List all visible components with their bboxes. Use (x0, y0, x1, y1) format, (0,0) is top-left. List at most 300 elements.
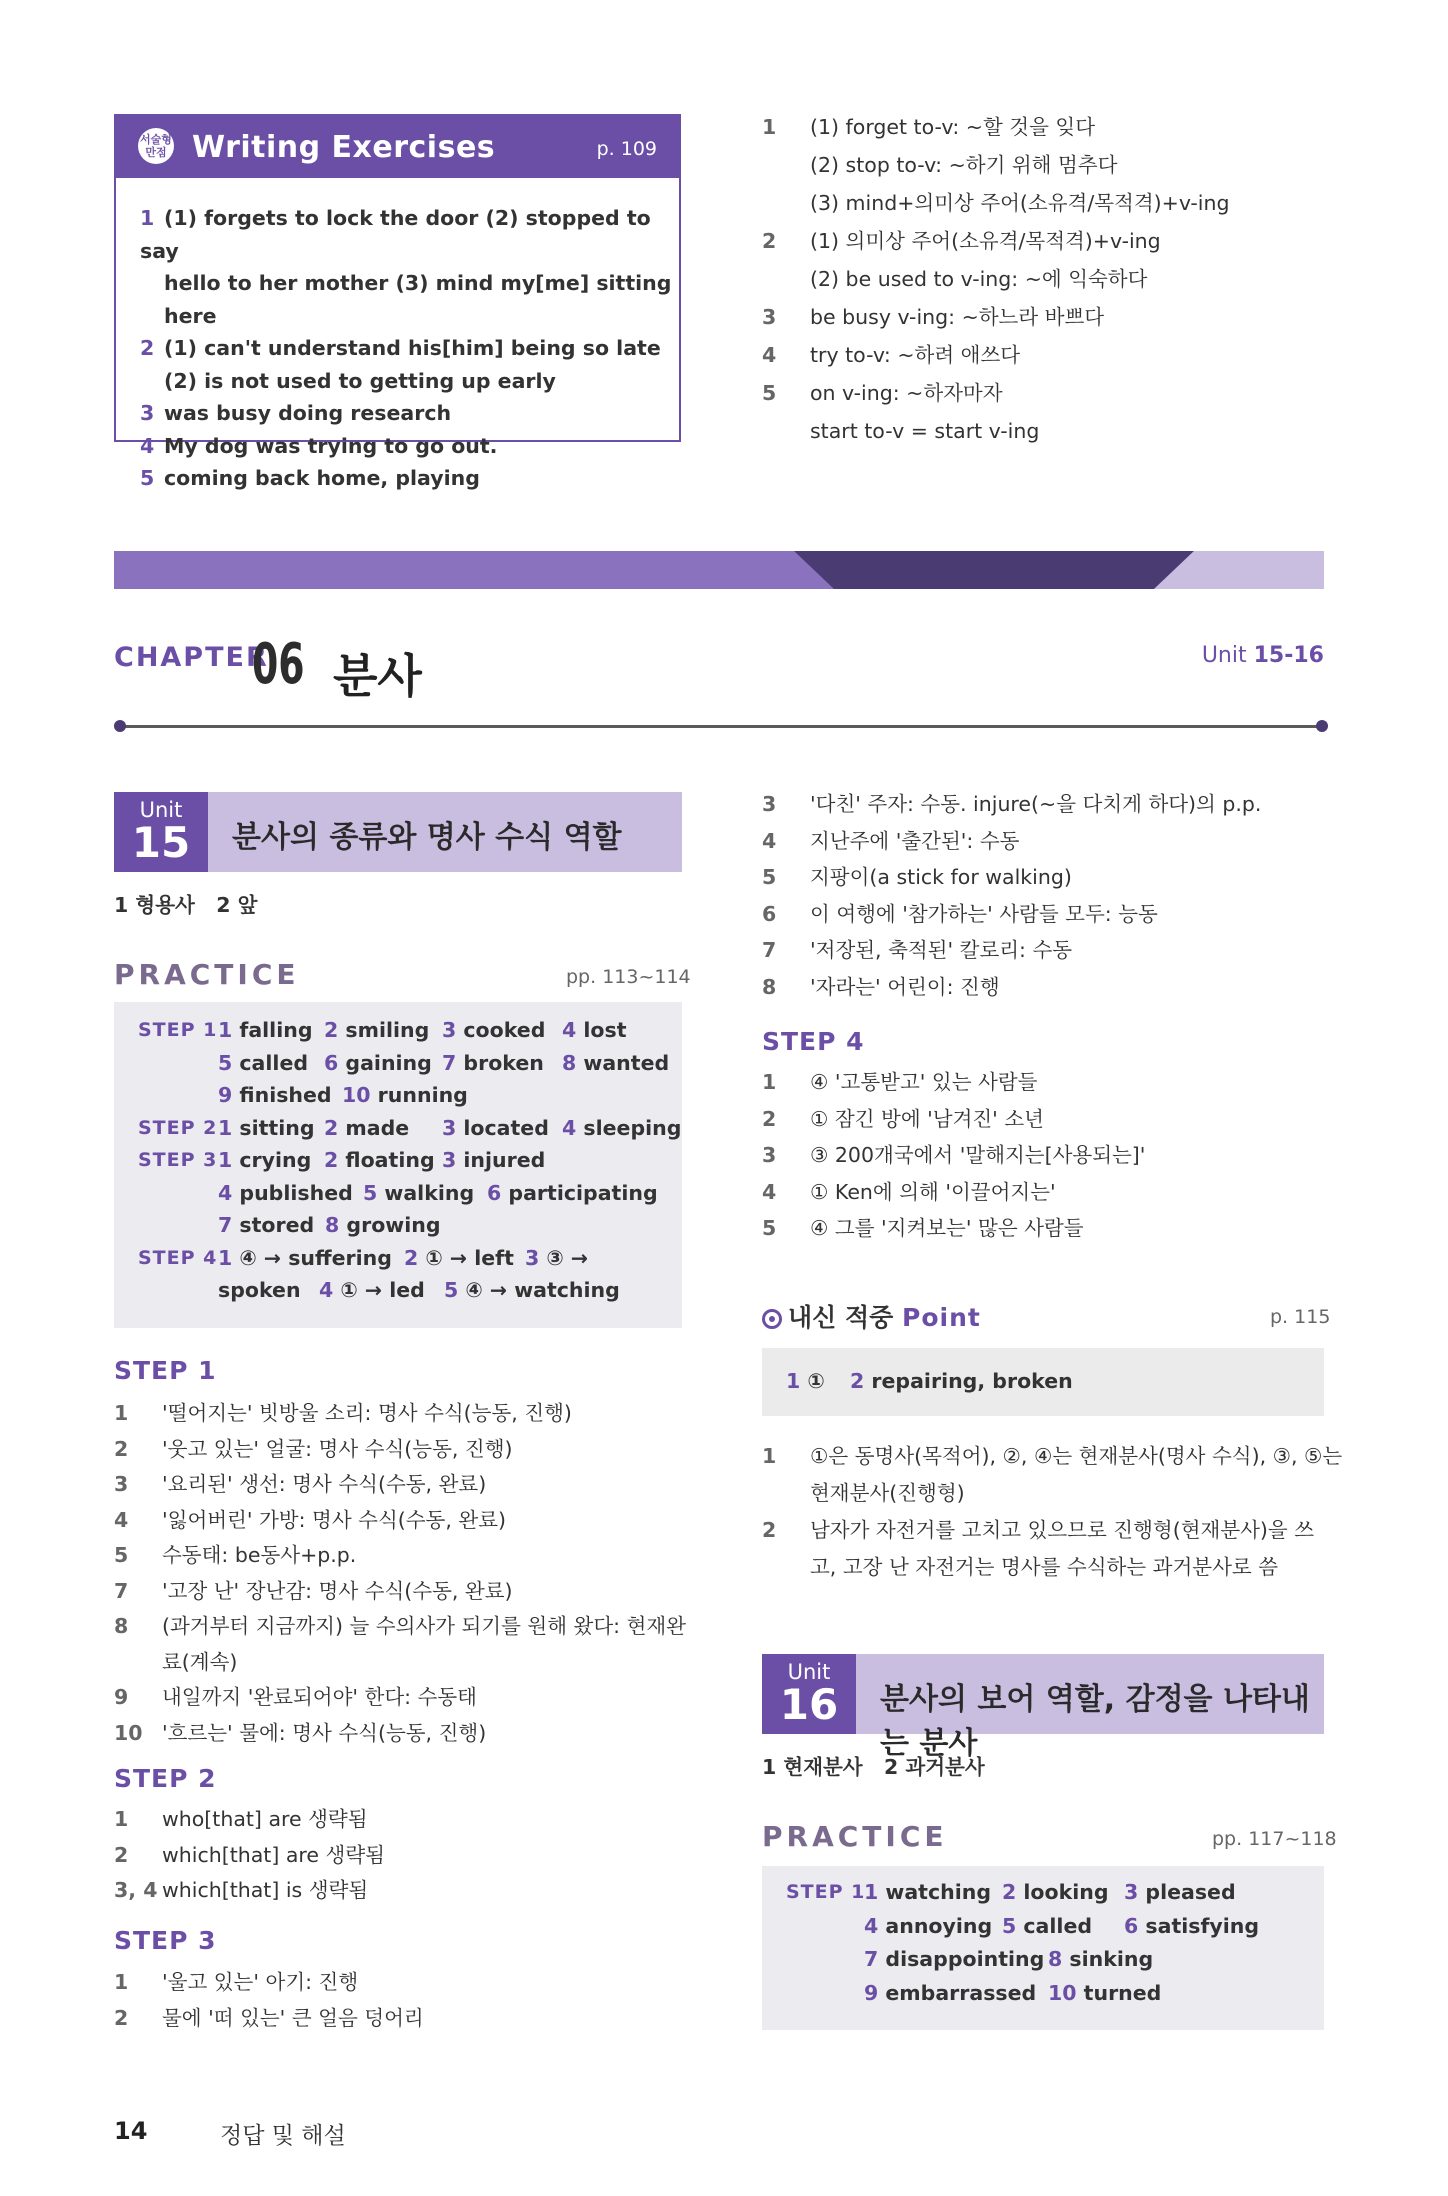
unit16-practice-answer-number: 4 (864, 1913, 886, 1938)
target-icon (762, 1309, 782, 1329)
unit16-practice-answer (864, 1947, 1044, 1971)
step4-number: 1 (762, 1070, 777, 1094)
writing-exercise-number: 2 (140, 336, 155, 360)
unit15-practice-answer (324, 1116, 409, 1140)
unit15-practice-answer-text: cooked (463, 1018, 546, 1042)
step4-item (762, 1064, 1145, 1101)
unit15-practice-answer (319, 1278, 425, 1302)
unit15-practice-answer-number: 4 (218, 1180, 240, 1205)
unit15-step4-list (762, 1064, 1145, 1247)
unit15-practice-answer (442, 1148, 545, 1172)
unit16-practice-answer (864, 1880, 991, 1904)
step4-item (762, 1174, 1145, 1211)
writing-exercise-answer: coming back home, playing (164, 466, 480, 490)
unit16-practice-answer-text: turned (1083, 1980, 1162, 2005)
step1-item (114, 1645, 686, 1681)
we-explanation-item (762, 146, 1230, 184)
unit15-practice-answer-text: ① → led (340, 1278, 425, 1302)
unit16-practice-answer-text: annoying (885, 1913, 993, 1938)
unit15-practice-answer (442, 1018, 545, 1042)
unit15-badge (114, 792, 208, 872)
step3-item (762, 859, 1261, 896)
step3-text: '울고 있는' 아기: 진행 (162, 1970, 359, 1994)
unit15-practice-answer-number: 1 (218, 1148, 240, 1172)
unit15-practice-answer-text: crying (239, 1148, 312, 1172)
writing-exercises-header (116, 116, 679, 178)
unit16-practice-answer (1048, 1947, 1153, 1971)
unit15-practice-answer-number: 5 (444, 1278, 466, 1302)
step3-item (762, 896, 1261, 933)
unit15-practice-label: PRACTICE (114, 958, 300, 991)
unit16-title: 분사의 보어 역할, 감정을 나타내는 분사 (880, 1682, 1310, 1761)
unit15-practice-answer (218, 1181, 353, 1205)
step3-item (114, 1964, 424, 2000)
unit16-practice-box (762, 1866, 1324, 2030)
point-explanation-text: 현재분사(진행형) (810, 1481, 965, 1505)
writing-exercises-box (114, 114, 681, 490)
step3-item (762, 932, 1261, 969)
writing-exercise-answer: (1) forgets to lock the door (2) stopped to say (140, 206, 651, 263)
step2-text: who[that] are 생략됨 (162, 1807, 368, 1831)
unit15-practice-answer-text: broken (463, 1050, 544, 1075)
unit15-practice-answer-number: 2 (324, 1148, 346, 1172)
unit16-practice-answer-text: looking (1023, 1880, 1109, 1904)
unit15-practice-answer-text: finished (239, 1083, 332, 1107)
unit15-practice-answer-text: falling (239, 1018, 313, 1042)
unit15-practice-answer-number: 1 (218, 1245, 240, 1270)
unit15-practice-box (114, 1002, 682, 1328)
unit15-practice-answer (325, 1213, 441, 1237)
unit15-step1-list (114, 1396, 686, 1751)
unit16-practice-answer (864, 1914, 992, 1938)
unit15-practice-answer-number: 2 (404, 1245, 426, 1270)
unit15-step3-list-right (762, 786, 1261, 1005)
step3-text: 이 여행에 '참가하는' 사람들 모두: 능동 (810, 901, 1158, 926)
step4-number: 3 (762, 1143, 777, 1167)
step1-item (114, 1574, 686, 1610)
unit16-practice-answer (1002, 1880, 1109, 1904)
unit16-practice-pages: pp. 117~118 (1212, 1828, 1337, 1850)
unit15-practice-answer-number: 5 (218, 1050, 240, 1075)
chapter-title: 분사 (333, 649, 422, 703)
point-answer (786, 1369, 825, 1393)
unit15-practice-answer-number: 8 (562, 1050, 584, 1075)
unit15-practice-answer-number: 3 (525, 1245, 547, 1270)
unit15-practice-step-tag: STEP 2 (138, 1116, 218, 1139)
unit15-step2-list (114, 1802, 385, 1909)
page-number: 14 (114, 2117, 148, 2145)
writing-exercise-line (140, 462, 679, 495)
point-explanation-text: ①은 동명사(목적어), ②, ④는 현재분사(명사 수식), ③, ⑤는 (810, 1444, 1343, 1468)
we-explanation-item (762, 298, 1230, 336)
unit15-step2-title: STEP 2 (114, 1764, 217, 1793)
step1-number: 3 (114, 1472, 129, 1496)
step4-item (762, 1101, 1145, 1138)
step3-number: 3 (762, 792, 777, 816)
unit15-practice-answer (442, 1051, 544, 1075)
we-explanation-text: try to-v: ~하려 애쓰다 (810, 343, 1021, 367)
unit15-practice-answer-number: 4 (562, 1115, 584, 1140)
we-explanation-item (762, 184, 1230, 222)
writing-exercises-title: Writing Exercises (192, 130, 496, 165)
unit15-practice-answer-number: 5 (363, 1180, 385, 1205)
step3-text: '다친' 주자: 수동. injure(~을 다치게 하다)의 p.p. (810, 792, 1262, 816)
point-heading (762, 1298, 981, 1334)
step1-text: '떨어지는' 빗방울 소리: 명사 수식(능동, 진행) (162, 1401, 572, 1425)
unit15-practice-answer-number: 3 (442, 1018, 464, 1042)
unit15-practice-answer-text: floating (345, 1148, 435, 1172)
unit15-practice-answer-text: gaining (345, 1050, 432, 1075)
step2-item (114, 1802, 385, 1838)
writing-exercise-line (140, 430, 679, 463)
point-explanation-item (762, 1549, 1342, 1586)
point-answer-number: 2 (850, 1369, 872, 1393)
unit15-practice-answer (218, 1116, 315, 1140)
unit16-practice-answer-number: 9 (864, 1980, 886, 2005)
unit16-practice-answer-text: pleased (1145, 1880, 1236, 1904)
we-explanation-text: be busy v-ing: ~하느라 바쁘다 (810, 305, 1105, 329)
writing-exercises-list (140, 202, 679, 495)
unit16-practice-answer (1002, 1914, 1092, 1938)
we-explanation-text: (1) forget to-v: ~할 것을 잊다 (810, 115, 1096, 139)
unit15-practice-answer-text: called (239, 1050, 309, 1075)
we-explanation-number: 4 (762, 343, 777, 367)
divider-dot-left (114, 720, 126, 732)
we-explanation-text: (1) 의미상 주어(소유격/목적격)+v-ing (810, 229, 1161, 253)
unit15-label: Unit (139, 798, 183, 822)
unit15-practice-answer-text: ④ → suffering (239, 1245, 392, 1270)
step3-item (762, 969, 1261, 1006)
step4-item (762, 1210, 1145, 1247)
unit16-practice-answer-number: 6 (1124, 1913, 1146, 1938)
unit15-practice-answer-number: 1 (218, 1018, 240, 1042)
unit15-practice-answer-text: growing (346, 1213, 441, 1237)
unit16-practice-answer-number: 5 (1002, 1913, 1024, 1938)
unit16-label: Unit (787, 1660, 831, 1684)
we-explanation-item (762, 108, 1230, 146)
we-explanation-text: on v-ing: ~하자마자 (810, 381, 1003, 405)
unit15-practice-answer-text: running (377, 1083, 468, 1107)
step1-number: 8 (114, 1614, 129, 1638)
step1-item (114, 1467, 686, 1503)
point-title-ko: 내신 적중 (788, 1303, 894, 1332)
step1-number: 7 (114, 1578, 129, 1603)
step3-number: 8 (762, 974, 777, 999)
chapter-banner (114, 551, 1324, 589)
we-explanation-text: (3) mind+의미상 주어(소유격/목적격)+v-ing (810, 191, 1230, 215)
step1-item (114, 1609, 686, 1645)
writing-exercise-number: 4 (140, 433, 155, 458)
step1-text: 내일까지 '완료되어야' 한다: 수동태 (162, 1685, 477, 1709)
step4-text: ① Ken에 의해 '이끌어지는' (810, 1179, 1056, 1204)
point-explanation-item (762, 1475, 1342, 1512)
unit16-badge (762, 1654, 856, 1734)
step1-text: 료(계속) (162, 1649, 238, 1674)
step1-item (114, 1432, 686, 1468)
unit15-practice-answer-text: ① → left (425, 1245, 514, 1270)
unit15-practice-step-tag: STEP 4 (138, 1246, 218, 1269)
unit16-practice-answer-number: 7 (864, 1947, 886, 1971)
unit15-practice-answer-number: 3 (442, 1148, 464, 1172)
chapter-unit-range (1202, 643, 1324, 668)
writing-exercise-answer: hello to her mother (3) mind my[me] sitting here (164, 271, 672, 328)
unit15-practice-answer-number: 9 (218, 1083, 240, 1107)
step3-text: 지팡이(a stick for walking) (810, 865, 1072, 889)
we-explanation-item (762, 222, 1230, 260)
unit16-intro: 1 현재분사 2 과거분사 (762, 1755, 985, 1779)
unit16-practice-answer (864, 1981, 1036, 2005)
unit15-practice-answer-number: 6 (324, 1050, 346, 1075)
we-explanation-text: start to-v = start v-ing (810, 419, 1040, 443)
unit16-practice-answer-text: called (1023, 1913, 1093, 1938)
unit16-practice-answer-number: 8 (1048, 1947, 1070, 1971)
step4-text: ④ '고통받고' 있는 사람들 (810, 1070, 1038, 1094)
unit15-practice-answer (444, 1278, 620, 1302)
unit16-practice-answer-text: satisfying (1145, 1913, 1260, 1938)
unit16-practice-answer-text: disappointing (885, 1947, 1045, 1971)
unit15-practice-answer (525, 1246, 588, 1270)
unit16-practice-answer-number: 2 (1002, 1880, 1024, 1904)
unit15-practice-answer-text: walking (384, 1180, 475, 1205)
point-explanation-text: 고, 고장 난 자전거는 명사를 수식하는 과거분사로 씀 (810, 1555, 1278, 1579)
step4-number: 5 (762, 1216, 777, 1240)
step3-text: '저장된, 축적된' 칼로리: 수동 (810, 938, 1073, 962)
unit15-practice-answer-text: published (239, 1180, 353, 1205)
chapter-number: 06 (252, 632, 305, 697)
unit15-practice-answer (562, 1051, 669, 1075)
step1-number: 10 (114, 1720, 143, 1745)
unit15-practice-answer-number: 7 (218, 1213, 240, 1237)
step3-number: 4 (762, 828, 777, 853)
point-answer-box (762, 1348, 1324, 1416)
step3-text: '자라는' 어린이: 진행 (810, 974, 1000, 999)
step4-text: ④ 그를 '지켜보는' 많은 사람들 (810, 1216, 1084, 1240)
writing-exercise-line (140, 397, 679, 430)
unit15-practice-answer (324, 1018, 429, 1042)
step4-number: 4 (762, 1179, 777, 1204)
step3-text: 물에 '떠 있는' 큰 얼음 덩어리 (162, 2006, 424, 2030)
step3-text: 지난주에 '출간된': 수동 (810, 828, 1020, 853)
unit16-number: 16 (779, 1680, 839, 1729)
unit15-practice-answer (342, 1083, 468, 1107)
writing-exercise-line (140, 202, 679, 267)
step2-number: 1 (114, 1807, 129, 1831)
unit15-practice-answer-number: 10 (342, 1083, 378, 1107)
unit15-practice-pages: pp. 113~114 (566, 966, 691, 988)
unit16-practice-answer-text: watching (885, 1880, 992, 1904)
unit16-practice-answer-number: 10 (1048, 1980, 1084, 2005)
unit16-practice-answer (1124, 1880, 1236, 1904)
unit16-practice-answer (1048, 1981, 1161, 2005)
point-answer-text: repairing, broken (871, 1369, 1073, 1393)
unit16-practice-answer (1124, 1914, 1259, 1938)
step2-text: which[that] is 생략됨 (162, 1878, 369, 1902)
footer-text: 정답 및 해설 (220, 2123, 346, 2149)
unit15-number: 15 (131, 818, 191, 867)
unit15-practice-answer (218, 1278, 301, 1302)
unit15-practice-answer-text: spoken (218, 1278, 301, 1302)
writing-exercises-logo: 서술형 만점 (138, 128, 174, 164)
writing-exercise-line (140, 365, 679, 398)
point-explanations (762, 1438, 1342, 1586)
writing-exercise-answer: (2) is not used to getting up early (164, 368, 556, 393)
step3-number: 5 (762, 865, 777, 889)
unit15-practice-answer-number: 8 (325, 1213, 347, 1237)
we-explanation-number: 2 (762, 229, 777, 253)
unit15-step3-title: STEP 3 (114, 1926, 217, 1955)
writing-exercise-answer: was busy doing research (164, 401, 452, 425)
step2-item (114, 1873, 385, 1909)
chapter-label: CHAPTER (114, 642, 269, 673)
step3-item (762, 786, 1261, 823)
unit15-step3-list-left (114, 1964, 424, 2036)
step1-text: '웃고 있는' 얼굴: 명사 수식(능동, 진행) (162, 1436, 513, 1461)
unit16-practice-answer-text: sinking (1069, 1947, 1154, 1971)
step4-text: ③ 200개국에서 '말해지는[사용되는]' (810, 1143, 1146, 1167)
unit15-practice-answer-text: sleeping (583, 1115, 682, 1140)
unit15-practice-answer-text: wanted (583, 1050, 670, 1075)
writing-exercises-explanations (762, 108, 1230, 450)
unit15-practice-answer-number: 2 (324, 1115, 346, 1140)
unit15-practice-step-tag: STEP 3 (138, 1149, 218, 1171)
step3-number: 6 (762, 901, 777, 926)
step1-number: 9 (114, 1685, 129, 1709)
step3-item (762, 823, 1261, 860)
unit15-title: 분사의 종류와 명사 수식 역할 (232, 820, 622, 855)
unit-range-value: 15-16 (1253, 643, 1324, 668)
step2-text: which[that] are 생략됨 (162, 1842, 385, 1867)
point-explanation-number: 2 (762, 1518, 777, 1542)
unit15-practice-answer (324, 1148, 435, 1172)
unit16-practice-label: PRACTICE (762, 1820, 948, 1853)
point-title-en: Point (902, 1303, 981, 1332)
we-explanation-number: 3 (762, 305, 777, 329)
step1-text: 수동태: be동사+p.p. (162, 1543, 357, 1567)
unit15-step4-title: STEP 4 (762, 1027, 865, 1056)
unit16-practice-answer-number: 1 (864, 1880, 886, 1904)
writing-exercise-answer: (1) can't understand his[him] being so late (164, 336, 661, 360)
unit15-practice-answer (218, 1083, 332, 1107)
unit15-header (114, 792, 682, 872)
unit15-practice-answer (363, 1181, 474, 1205)
unit15-practice-answer (442, 1116, 549, 1140)
unit15-practice-answer-number: 1 (218, 1115, 240, 1140)
step1-item (114, 1396, 686, 1432)
unit15-practice-answer-text: injured (463, 1148, 546, 1172)
step1-number: 1 (114, 1401, 129, 1425)
step3-number: 7 (762, 938, 777, 962)
unit15-practice-answer-number: 3 (442, 1115, 464, 1140)
step1-item (114, 1538, 686, 1574)
writing-exercises-page: p. 109 (596, 138, 657, 160)
unit16-practice-step-tag: STEP 1 (786, 1881, 866, 1903)
writing-exercise-line (140, 267, 679, 332)
we-explanation-item (762, 374, 1230, 412)
unit15-practice-answer-number: 7 (442, 1050, 464, 1075)
step4-text: ① 잠긴 방에 '남겨진' 소년 (810, 1106, 1044, 1131)
unit15-practice-answer-text: participating (508, 1180, 658, 1205)
chapter-divider (120, 725, 1322, 728)
unit15-practice-answer (218, 1213, 314, 1237)
step1-item (114, 1680, 686, 1716)
step1-text: '잃어버린' 가방: 명사 수식(수동, 완료) (162, 1507, 506, 1532)
unit15-practice-answer-number: 4 (562, 1018, 584, 1042)
unit15-practice-answer (487, 1181, 658, 1205)
we-explanation-text: (2) stop to-v: ~하기 위해 멈추다 (810, 153, 1118, 177)
step4-item (762, 1137, 1145, 1174)
we-explanation-number: 1 (762, 115, 777, 139)
we-explanation-item (762, 412, 1230, 450)
we-explanation-item (762, 260, 1230, 298)
step2-item (114, 1838, 385, 1874)
point-explanation-item (762, 1438, 1342, 1475)
writing-exercise-number: 3 (140, 401, 155, 425)
point-answer-number: 1 (786, 1369, 808, 1393)
step3-number: 2 (114, 2006, 129, 2030)
step1-number: 5 (114, 1543, 129, 1567)
step1-item (114, 1716, 686, 1752)
unit15-practice-answer-number: 4 (319, 1278, 341, 1302)
writing-exercise-number: 1 (140, 206, 155, 230)
step4-number: 2 (762, 1106, 777, 1131)
unit15-practice-answer-text: made (345, 1115, 410, 1140)
writing-exercise-answer: My dog was trying to go out. (164, 433, 498, 458)
unit15-intro: 1 형용사 2 앞 (114, 893, 258, 917)
step1-text: '고장 난' 장난감: 명사 수식(수동, 완료) (162, 1578, 513, 1603)
point-explanation-text: 남자가 자전거를 고치고 있으므로 진행형(현재분사)을 쓰 (810, 1518, 1315, 1542)
step2-number: 2 (114, 1842, 129, 1867)
unit15-step1-title: STEP 1 (114, 1356, 217, 1385)
unit15-practice-answer-text: located (463, 1115, 549, 1140)
unit15-practice-answer (404, 1246, 514, 1270)
step3-number: 1 (114, 1970, 129, 1994)
step1-text: '요리된' 생선: 명사 수식(수동, 완료) (162, 1472, 487, 1496)
we-explanation-number: 5 (762, 381, 777, 405)
unit15-practice-answer-number: 6 (487, 1180, 509, 1205)
unit15-practice-answer (218, 1246, 392, 1270)
point-explanation-item (762, 1512, 1342, 1549)
unit15-practice-answer-text: sitting (239, 1115, 315, 1140)
we-explanation-text: (2) be used to v-ing: ~에 익숙하다 (810, 267, 1148, 291)
point-answer-text: ① (807, 1369, 825, 1393)
unit15-practice-answer-text: ④ → watching (465, 1278, 620, 1302)
unit15-practice-answer-text: stored (239, 1213, 315, 1237)
step3-item (114, 2000, 424, 2036)
unit15-practice-answer-number: 2 (324, 1018, 346, 1042)
unit15-practice-answer (562, 1018, 627, 1042)
unit15-practice-answer-text: ③ → (546, 1245, 589, 1270)
divider-dot-right (1316, 720, 1328, 732)
step1-number: 4 (114, 1507, 129, 1532)
unit15-practice-answer (562, 1116, 681, 1140)
step2-number: 3, 4 (114, 1878, 158, 1902)
we-explanation-item (762, 336, 1230, 374)
unit15-practice-answer (218, 1018, 313, 1042)
step1-text: '흐르는' 물에: 명사 수식(능동, 진행) (162, 1720, 487, 1745)
point-explanation-number: 1 (762, 1444, 777, 1468)
unit16-practice-answer-number: 3 (1124, 1880, 1146, 1904)
unit16-practice-answer-text: embarrassed (885, 1980, 1037, 2005)
unit15-practice-answer (324, 1051, 432, 1075)
point-page: p. 115 (1270, 1306, 1331, 1328)
unit15-practice-step-tag: STEP 1 (138, 1019, 218, 1041)
unit15-practice-answer-text: smiling (345, 1018, 430, 1042)
unit16-header (762, 1654, 1324, 1761)
writing-exercise-number: 5 (140, 466, 155, 490)
unit15-practice-answer-text: lost (583, 1018, 627, 1042)
unit15-practice-answer (218, 1051, 308, 1075)
step1-text: (과거부터 지금까지) 늘 수의사가 되기를 원해 왔다: 현재완 (162, 1614, 686, 1638)
